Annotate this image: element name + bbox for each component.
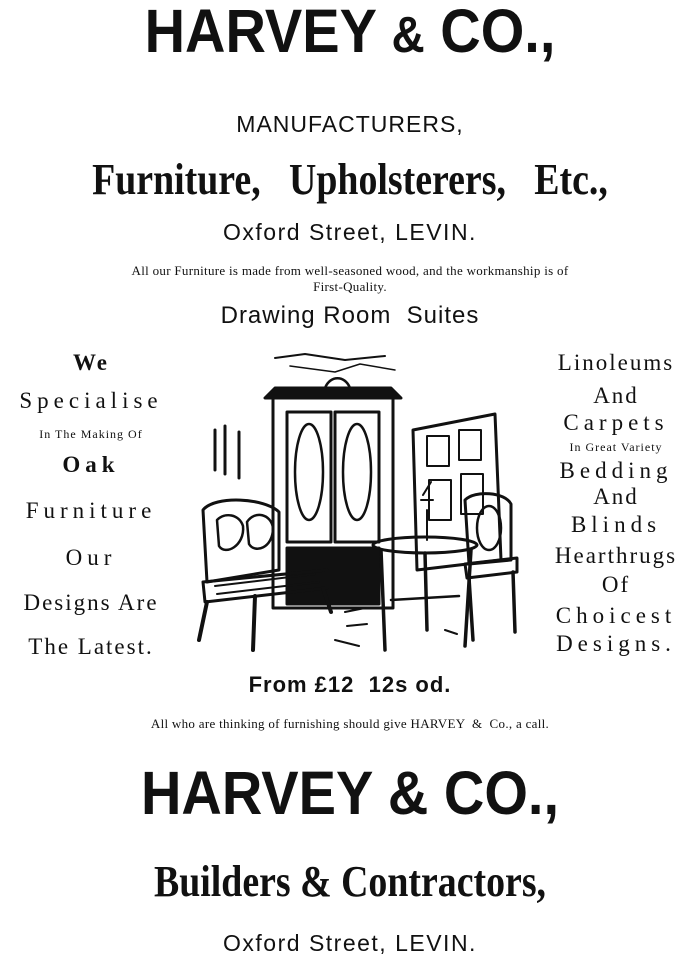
right-bedding: Bedding	[559, 458, 673, 483]
trades-heading: Furniture, Upholsterers, Etc.,	[92, 155, 608, 204]
right-great-variety: In Great Variety	[569, 440, 663, 454]
call-line: All who are thinking of furnishing should give HARVEY & Co., a call.	[150, 716, 550, 731]
brand-co-bottom: CO.,	[443, 757, 560, 828]
left-furniture: Furniture	[25, 498, 157, 523]
drawing-room-heading: Drawing Room Suites	[220, 302, 480, 329]
left-specialise: Specialise	[19, 388, 163, 413]
brand-ampersand: &	[391, 5, 425, 63]
subtitle-manufacturers: MANUFACTURERS,	[236, 111, 464, 137]
brand-ampersand-bottom: &	[387, 757, 429, 828]
left-making-of: In The Making Of	[39, 427, 143, 441]
right-and-2: And	[593, 484, 639, 509]
right-designs: Designs.	[556, 631, 676, 656]
builders-heading: Builders & Contractors,	[153, 857, 547, 906]
price-line: From £12 12s od.	[248, 672, 452, 697]
address-bottom: Oxford Street, LEVIN.	[223, 930, 477, 956]
right-linoleums: Linoleums	[557, 350, 675, 375]
intro-line-1: All our Furniture is made from well-seasoned wood, and the workmanship is of	[131, 263, 569, 278]
right-of: Of	[601, 572, 631, 597]
right-carpets: Carpets	[563, 410, 669, 435]
right-choicest: Choicest	[555, 603, 677, 628]
brand-title-bottom	[0, 757, 700, 829]
brand-co: CO.,	[440, 0, 556, 66]
drawing-room-furniture-illustration	[195, 350, 535, 660]
left-our: Our	[65, 545, 117, 570]
right-blinds: Blinds	[570, 512, 662, 537]
right-hearthrugs: Hearthrugs	[554, 543, 678, 568]
right-and-1: And	[593, 383, 639, 408]
left-the-latest: The Latest.	[28, 634, 154, 659]
brand-name: HARVEY	[144, 0, 376, 66]
left-designs-are: Designs Are	[23, 590, 159, 615]
left-we: We	[73, 350, 109, 375]
left-oak: Oak	[62, 452, 120, 477]
intro-line-2: First-Quality.	[313, 279, 387, 294]
address-top: Oxford Street, LEVIN.	[223, 219, 477, 245]
brand-name-bottom: HARVEY	[140, 757, 373, 828]
